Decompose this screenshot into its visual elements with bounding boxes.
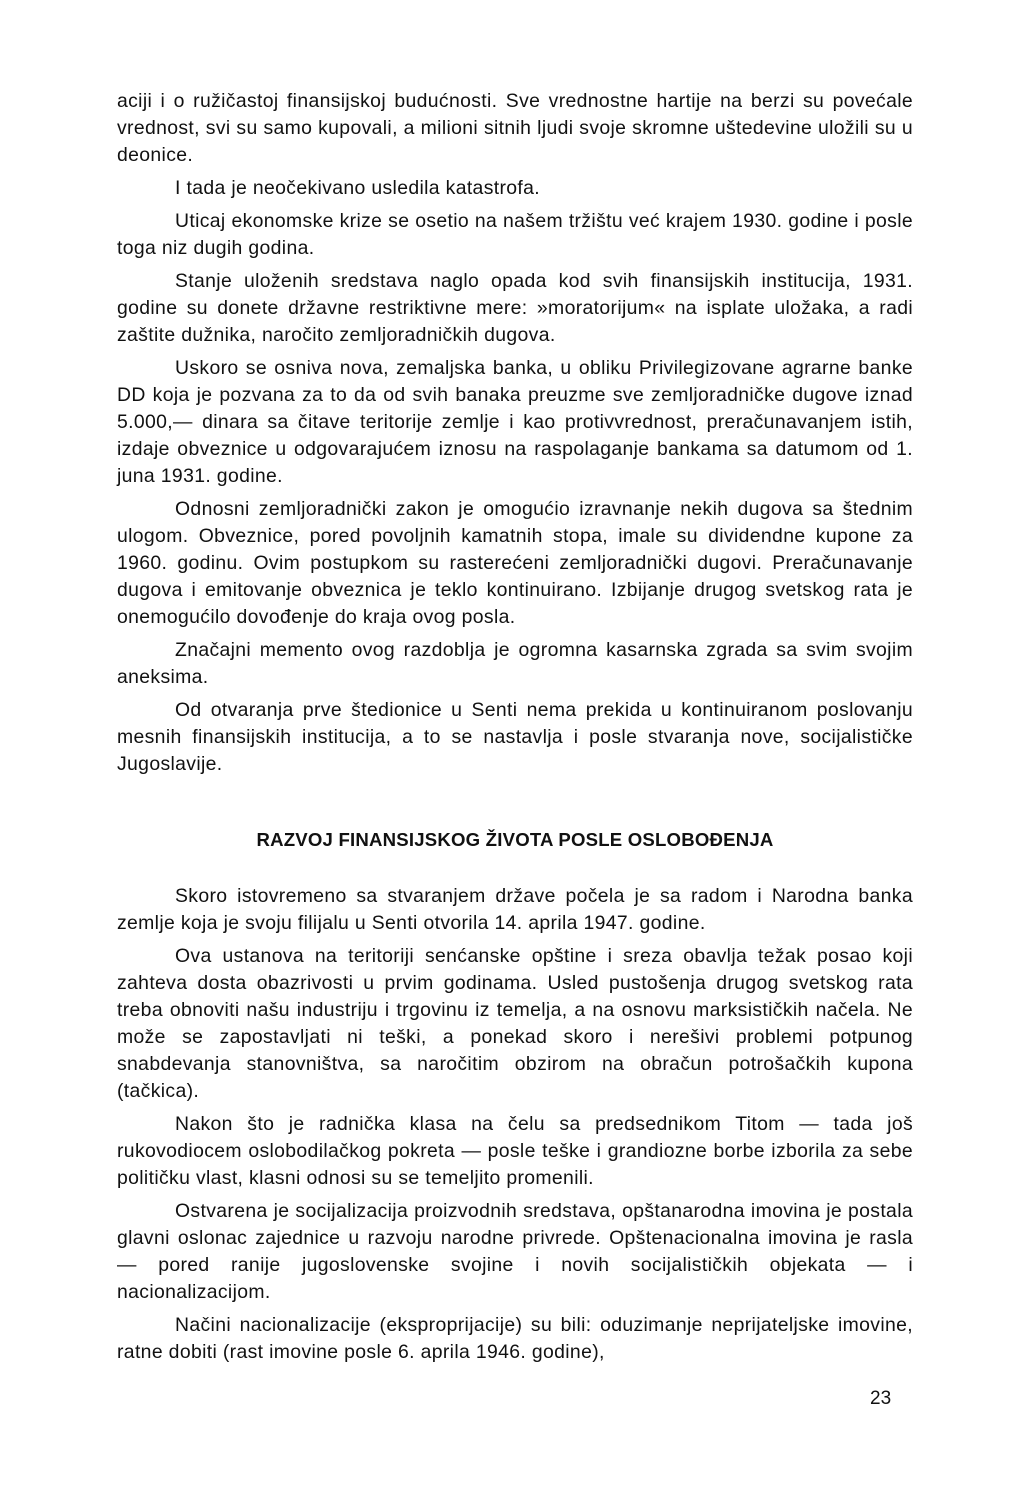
paragraph: Ostvarena je socijalizacija proizvodnih sredstava, opštanarodna imovina je postala glavni oslonac zajednice u razvoju narodne privrede. Opštenacionalna imovina je rasla — pored ranije jugoslovenske svojine i novih socijalističkih objekata — i nacionalizacijom. [117,1200,913,1303]
paragraph: Skoro istovremeno sa stvaranjem države počela je sa radom i Narodna banka zemlje koja je svoju filijalu u Senti otvorila 14. aprila 1947. godine. [117,885,913,934]
paragraph: Nakon što je radnička klasa na čelu sa predsednikom Titom — tada još rukovodiocem oslobodilačkog pokreta — posle teške i grandiozne borbe izborila za sebe političku vlast, klasni odnosi su se temeljito promenili. [117,1113,913,1189]
paragraph: Stanje uloženih sredstava naglo opada kod svih finansijskih institucija, 1931. godine su donete državne restriktivne mere: »moratorijum« na isplate uložaka, a radi zaštite dužnika, naročito zemljoradničkih dugova. [117,270,913,346]
section-heading: RAZVOJ FINANSIJSKOG ŽIVOTA POSLE OSLOBOĐENJA [256,829,774,850]
heading-spacer [117,784,913,826]
paragraph: Uskoro se osniva nova, zemaljska banka, u obliku Privilegizovane agrarne banke DD koja je pozvana za to da od svih banaka preuzme sve zemljoradničke dugove iznad 5.000,— dinara sa čitave teritorije zemlje i kao protivvrednost, preračunavanjem istih, izdaje obveznice u odgovarajućem iznosu na raspolaganje bankama sa datumom od 1. juna 1931. godine. [117,357,913,487]
paragraph: Uticaj ekonomske krize se osetio na našem tržištu već krajem 1930. godine i posle toga niz dugih godina. [117,210,913,259]
paragraph: Načini nacionalizacije (eksproprijacije) su bili: oduzimanje neprijateljske imovine, ratne dobiti (rast imovine posle 6. aprila 1946. godine), [117,1314,913,1363]
paragraph: aciji i o ružičastoj finansijskoj budućnosti. Sve vrednostne hartije na berzi su povećale vrednost, svi su samo kupovali, a milioni sitnih ljudi svoje skromne uštedevine uložili su u deonice. [117,90,913,166]
section-after [117,883,913,1366]
section-before [117,88,913,778]
paragraph: Od otvaranja prve štedionice u Senti nema prekida u kontinuiranom poslovanju mesnih finansijskih institucija, a to se nastavlja i posle stvaranja nove, socijalističke Jugoslavije. [117,699,913,775]
paragraph: Odnosni zemljoradnički zakon je omogućio izravnanje nekih dugova sa štednim ulogom. Obveznice, pored povoljnih kamatnih stopa, imale su dividendne kupone za 1960. godinu. Ovim postupkom su rasterećeni zemljoradnički dugovi. Preračunavanje dugova i emitovanje obveznica je teklo kontinuirano. Izbijanje drugog svetskog rata je onemogućilo dovođenje do kraja ovog posla. [117,498,913,628]
paragraph: I tada je neočekivano usledila katastrofa. [175,177,541,199]
paragraph: Ova ustanova na teritoriji senćanske opštine i sreza obavlja težak posao koji zahteva dosta obazrivosti u prvim godinama. Usled pustošenja drugog svetskog rata treba obnoviti našu industriju i trgovinu iz temelja, a na osnovu marksističkih načela. Ne može se zapostavljati ni teški, a ponekad skoro i nerešivi problemi potpunog snabdevanja stanovništva, sa naročitim obzirom na obračun potrošačkih kupona (tačkica). [117,945,913,1102]
paragraph: Značajni memento ovog razdoblja je ogromna kasarnska zgrada sa svim svojim aneksima. [117,639,913,688]
page-body [117,88,913,1372]
page-number: 23 [870,1388,892,1409]
